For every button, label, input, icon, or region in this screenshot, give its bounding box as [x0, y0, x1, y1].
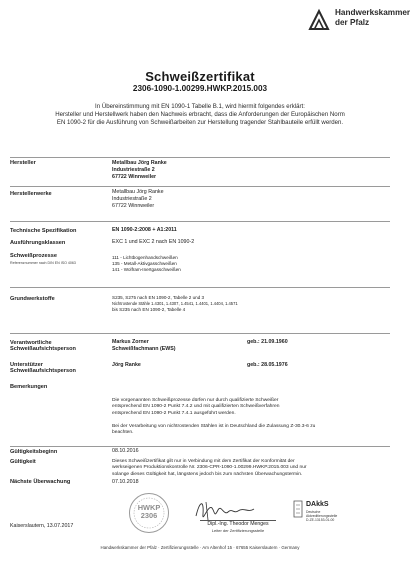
- hwk-logo: [308, 8, 410, 31]
- herstellerwerke-street: Industriestraße 2: [112, 195, 152, 202]
- bemerkungen-line: entsprechend EN 1090-2 Punkt 7.4.1 ausgeführt werden.: [112, 410, 236, 416]
- ausfuehrungsklassen-value: EXC 1 und EXC 2 nach EN 1090-2: [112, 239, 195, 245]
- grundwerkstoffe-line: bis S235 nach EN 1090-2, Tabelle 4: [112, 307, 186, 312]
- hersteller-street: Industriestraße 2: [112, 166, 155, 173]
- dakks-name: DAkkS: [306, 501, 329, 508]
- divider: [10, 186, 390, 187]
- intro-line: EN 1090-2 für die Ausführung von Schweißarbeiten zur Herstellung tragender Stahlbauteile erfüllt werden.: [56, 119, 344, 126]
- divider: [10, 157, 390, 158]
- herstellerwerke-value: [112, 189, 164, 209]
- verantwortliche-value: [112, 339, 176, 353]
- process-item: 135 - Metall-Aktivgasschweißen: [112, 261, 177, 266]
- verantwortliche-name: Markus Zorner: [112, 339, 149, 345]
- grundwerkstoffe-label: Grundwerkstoffe: [10, 296, 55, 302]
- gueltigkeit-line: werkseigenen Produktionskontrolle Nr. 2306-CPR-1090-1.00299.HWKP.2015.003 und nur: [112, 465, 307, 471]
- bemerkungen-line: Die vorgenannten Schweißprozesse dürfen nur durch qualifizierte Schweißer: [112, 398, 279, 403]
- grundwerkstoffe-value: [112, 295, 238, 313]
- certificate-number: 2306-1090-1.00299.HWKP.2015.003: [132, 84, 268, 93]
- divider: [10, 287, 390, 288]
- hersteller-city: 67722 Winnweiler: [112, 173, 157, 180]
- verantwortliche-label: [10, 340, 76, 352]
- verantwortliche-role: Schweißfachmann (EWS): [112, 345, 176, 352]
- schweissprozesse-list: [112, 255, 181, 273]
- verantwortliche-label-line: Schweißaufsichtsperson: [10, 346, 76, 352]
- stamp-line: 2306: [140, 511, 158, 521]
- bemerkungen-label: Bemerkungen: [10, 384, 48, 390]
- spezifikation-value: EN 1090-2:2008 + A1:2011: [112, 227, 177, 233]
- gueltigkeit-line: Dieses Schweißzertifikat gilt nur in Verbindung mit dem Zertifikat der Konformität der: [112, 459, 295, 464]
- place-and-date: Kaiserslautern, 13.07.2017: [10, 523, 74, 529]
- process-item: 111 - Lichtbogenhandschweißen: [112, 255, 178, 260]
- intro-text: [16, 103, 384, 127]
- dakks-line: Akkreditierungsstelle: [306, 514, 338, 518]
- unterstuetzer-label-line: Schweißaufsichtsperson: [10, 368, 76, 374]
- schweissprozesse-sublabel: Referenznummer nach DIN EN ISO 4063: [10, 261, 76, 265]
- document-title: Schweißzertifikat: [145, 69, 255, 84]
- dakks-line: Deutsche: [306, 510, 321, 514]
- gueltigkeitsbeginn-label: Gültigkeitsbeginn: [10, 449, 58, 455]
- unterstuetzer-label: [10, 362, 76, 374]
- signer-role: Leiter der Zertifizierungsstelle: [211, 528, 265, 533]
- hwk-logo-icon: [308, 9, 330, 31]
- process-item: 141 - Wolfram-Inertgasschweißen: [112, 267, 181, 272]
- stamp-line: HWKP: [137, 503, 161, 512]
- herstellerwerke-city: 67722 Winnweiler: [112, 202, 155, 209]
- unterstuetzer-name: Jörg Ranke: [112, 362, 141, 368]
- dakks-line: D-ZE-13153-01-00: [306, 518, 335, 522]
- hersteller-label: Hersteller: [10, 160, 36, 166]
- gueltigkeit-text: [112, 459, 374, 478]
- org-name-line1: Handwerkskammer: [335, 8, 410, 17]
- gueltigkeit-line: solange dieses Gültigkeit hat, längstens jedoch bis zum nächsten Überwachungstermin.: [112, 471, 303, 477]
- signer-name: Dipl.-Ing. Theodor Menges: [207, 521, 269, 527]
- herstellerwerke-name: Metallbau Jörg Ranke: [112, 189, 164, 195]
- spezifikation-label: Technische Spezifikation: [10, 228, 77, 234]
- bemerkungen-paragraph-1: [112, 398, 374, 417]
- hersteller-value: [112, 160, 167, 180]
- unterstuetzer-born: geb.: 28.05.1976: [247, 362, 288, 368]
- intro-line: In Übereinstimmung mit EN 1090-1 Tabelle B.1, wird hiermit folgendes erklärt:: [95, 103, 305, 110]
- grundwerkstoffe-line: S235, S275 nach EN 1090-2, Tabelle 2 und 3: [112, 295, 205, 300]
- verantwortliche-label-line: Verantwortliche: [10, 340, 52, 346]
- bemerkungen-paragraph-2: [112, 424, 374, 437]
- gueltigkeit-label: Gültigkeit: [10, 459, 36, 465]
- herstellerwerke-label: Herstellerwerke: [10, 191, 52, 197]
- divider: [10, 446, 390, 447]
- verantwortliche-born: geb.: 21.09.1960: [247, 339, 288, 345]
- org-name-line2: der Pfalz: [335, 17, 370, 27]
- schweissprozesse-label: Schweißprozesse: [10, 253, 57, 259]
- footer-address: Handwerkskammer der Pfalz · Zertifizierungsstelle · Am Altenhof 15 · 67655 Kaiserslautern · Germany: [100, 545, 300, 550]
- bemerkungen-line: Bei der Verarbeitung von nichtrostenden Stählen ist in Deutschland die Zulassung Z-30.3-6 zu: [112, 424, 316, 429]
- bemerkungen-line: beachten.: [112, 430, 134, 436]
- stamp-text: [128, 504, 170, 521]
- bemerkungen-line: entsprechend EN 1090-2 Punkt 7.4.2 und mit qualifizierten Schweißverfahren: [112, 404, 280, 410]
- divider: [10, 333, 390, 334]
- gueltigkeitsbeginn-value: 08.10.2016: [112, 448, 139, 454]
- hersteller-name: Metallbau Jörg Ranke: [112, 160, 167, 166]
- intro-line: Hersteller und Herstellwerk haben den Nachweis erbracht, dass die Anforderungen der Europäischen Norm: [55, 111, 345, 118]
- unterstuetzer-label-line: Unterstützer: [10, 362, 43, 368]
- hwk-logo-text: [335, 8, 410, 27]
- naechste-label: Nächste Überwachung: [10, 479, 71, 485]
- grundwerkstoffe-line: Nichtrostende Stähle 1.4301, 1.4307, 1.4541, 1.4401, 1.4404, 1.4571: [112, 301, 238, 306]
- naechste-value: 07.10.2018: [112, 479, 139, 485]
- ausfuehrungsklassen-label: Ausführungsklassen: [10, 240, 66, 246]
- divider: [10, 221, 390, 222]
